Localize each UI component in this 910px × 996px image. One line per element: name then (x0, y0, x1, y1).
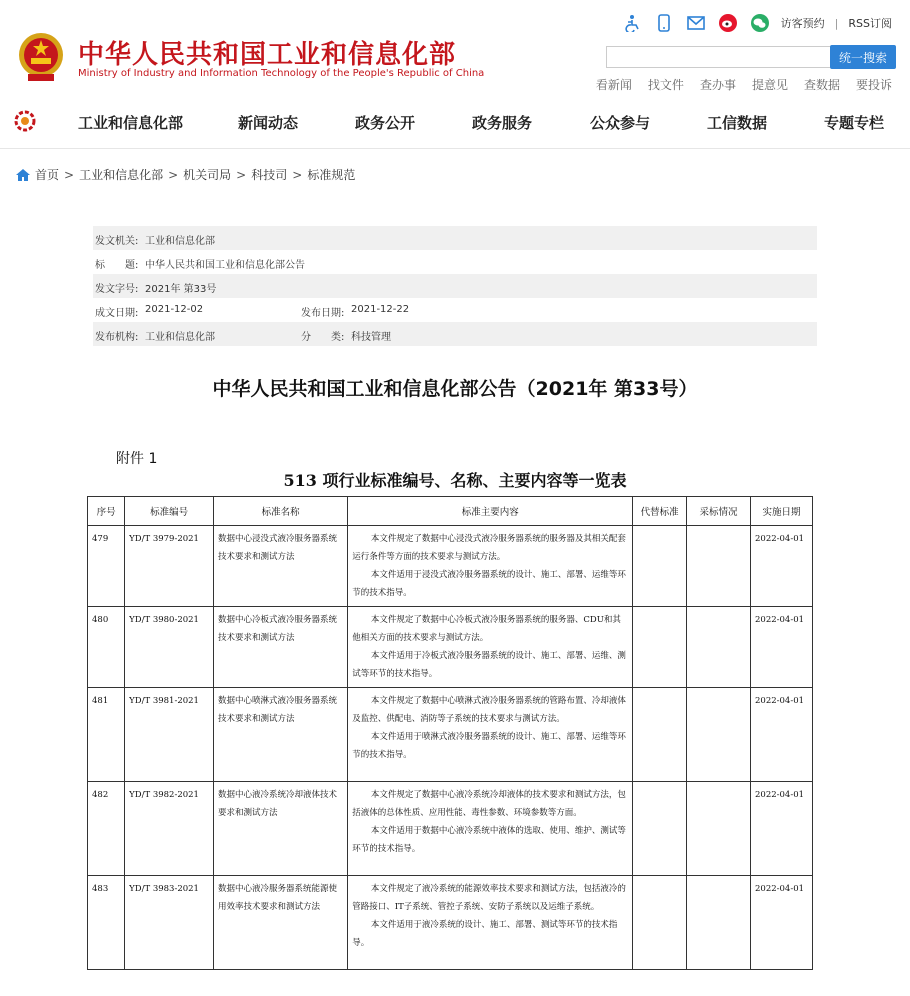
meta-published-label: 发布日期: (301, 308, 345, 319)
site-header (0, 0, 910, 100)
mail-icon[interactable] (685, 12, 707, 34)
breadcrumb-science[interactable]: 科技司 (251, 168, 288, 182)
cell-adopt (686, 876, 750, 970)
breadcrumb-sep: > (292, 167, 303, 182)
quick-link-complaint[interactable]: 要投诉 (855, 78, 892, 92)
search-input[interactable] (606, 46, 830, 68)
breadcrumb-sep: > (236, 167, 247, 182)
cell-no: 482 (88, 782, 125, 876)
table-row (88, 782, 813, 876)
cell-replace (633, 526, 687, 607)
meta-org: 工业和信息化部 (145, 332, 215, 343)
cell-date: 2022-04-01 (751, 688, 813, 782)
table-row (88, 688, 813, 782)
top-link-separator: | (834, 16, 839, 30)
content-para: 本文件规定了液冷系统的能源效率技术要求和测试方法，包括液冷的管路接口、IT子系统、管控子系统、安防子系统以及运维子系统。 (352, 884, 626, 912)
document-title: 中华人民共和国工业和信息化部公告（2021年 第33号） (212, 378, 698, 400)
meta-created: 2021-12-02 (145, 304, 204, 315)
cell-name: 数据中心液冷系统冷却液体技术要求和测试方法 (213, 782, 347, 876)
col-header-no: 序号 (88, 497, 125, 526)
wechat-icon[interactable] (749, 12, 771, 34)
meta-row-org (93, 322, 817, 346)
nav-item-public[interactable]: 公众参与 (590, 114, 651, 132)
cell-code: YD/T 3979-2021 (125, 526, 214, 607)
accessibility-icon[interactable] (621, 12, 643, 34)
cell-name: 数据中心冷板式液冷服务器系统技术要求和测试方法 (213, 607, 347, 688)
content-para: 本文件规定了数据中心液冷系统冷却液体的技术要求和测试方法，包括液体的总体性质、应用性能、毒性参数、环境参数等方面。 (352, 790, 626, 818)
cell-adopt (686, 688, 750, 782)
meta-title-label: 标 题: (95, 260, 139, 271)
top-toolbar (621, 12, 892, 34)
nav-item-data[interactable]: 工信数据 (707, 114, 768, 132)
cell-content (348, 688, 633, 782)
table-row (88, 607, 813, 688)
content-para: 本文件适用于液冷系统的设计、施工、部署、测试等环节的技术指导。 (352, 920, 618, 948)
col-header-adopt: 采标情况 (686, 497, 750, 526)
quick-links (596, 76, 892, 93)
cell-replace (633, 688, 687, 782)
content-para: 本文件适用于喷淋式液冷服务器系统的设计、施工、部署、运维等环节的技术指导。 (352, 732, 626, 760)
table-header-row (88, 497, 813, 526)
cell-no: 480 (88, 607, 125, 688)
visitor-booking-link[interactable]: 访客预约 (780, 17, 825, 30)
mobile-icon[interactable] (653, 12, 675, 34)
cell-replace (633, 876, 687, 970)
col-header-name: 标准名称 (213, 497, 347, 526)
table-title: 513 项行业标准编号、名称、主要内容等一览表 (283, 471, 627, 490)
content-para: 本文件适用于浸没式液冷服务器系统的设计、施工、部署、运维等环节的技术指导。 (352, 570, 626, 598)
nav-item-gov-services[interactable]: 政务服务 (472, 114, 533, 132)
quick-link-feedback[interactable]: 提意见 (751, 78, 788, 92)
quick-link-files[interactable]: 找文件 (647, 78, 684, 92)
nav-divider (0, 148, 910, 149)
meta-issuer: 工业和信息化部 (145, 236, 215, 247)
site-subtitle: Ministry of Industry and Information Technology of the People's Republic of China (78, 68, 485, 79)
table-row (88, 876, 813, 970)
quick-link-news[interactable]: 看新闻 (595, 78, 632, 92)
site-title[interactable]: 中华人民共和国工业和信息化部 (78, 40, 457, 70)
meta-published: 2021-12-22 (351, 304, 410, 315)
content-para: 本文件规定了数据中心喷淋式液冷服务器系统的管路布置、冷却液体及监控、供配电、消防等子系统的技术要求与测试方法。 (352, 696, 626, 724)
cell-adopt (686, 526, 750, 607)
content-para: 本文件规定了数据中心冷板式液冷服务器系统的服务器、CDU和其他相关方面的技术要求与测试方法。 (352, 615, 621, 643)
cell-name: 数据中心液冷服务器系统能源使用效率技术要求和测试方法 (213, 876, 347, 970)
cell-code: YD/T 3982-2021 (125, 782, 214, 876)
content-para: 本文件规定了数据中心浸没式液冷服务器系统的服务器及其相关配套运行条件等方面的技术要求与测试方法。 (352, 534, 626, 562)
nav-item-news[interactable]: 新闻动态 (238, 114, 299, 132)
cell-content (348, 876, 633, 970)
home-icon[interactable] (16, 169, 30, 181)
cell-no: 479 (88, 526, 125, 607)
quick-link-services[interactable]: 查办事 (699, 78, 736, 92)
cell-date: 2022-04-01 (751, 526, 813, 607)
search-button[interactable]: 统一搜索 (830, 45, 896, 69)
cell-no: 483 (88, 876, 125, 970)
meta-org-label: 发布机构: (95, 332, 139, 343)
breadcrumb (16, 166, 355, 183)
cell-date: 2022-04-01 (751, 876, 813, 970)
meta-doc-no: 2021年 第33号 (145, 284, 217, 295)
cell-code: YD/T 3981-2021 (125, 688, 214, 782)
meta-row-title (93, 250, 817, 274)
cell-no: 481 (88, 688, 125, 782)
breadcrumb-standards[interactable]: 标准规范 (307, 168, 356, 182)
breadcrumb-miit[interactable]: 工业和信息化部 (79, 168, 164, 182)
cell-name: 数据中心喷淋式液冷服务器系统技术要求和测试方法 (213, 688, 347, 782)
meta-category: 科技管理 (351, 332, 391, 343)
nav-item-special[interactable]: 专题专栏 (824, 114, 885, 132)
cell-content (348, 526, 633, 607)
cell-adopt (686, 607, 750, 688)
meta-row-dates (93, 298, 817, 322)
meta-doc-no-label: 发文字号: (95, 284, 139, 295)
cell-replace (633, 607, 687, 688)
col-header-content: 标准主要内容 (348, 497, 633, 526)
attachment-label: 附件 1 (116, 451, 158, 467)
main-nav (0, 104, 910, 144)
meta-issuer-label: 发文机关: (95, 236, 139, 247)
nav-item-gov-info[interactable]: 政务公开 (355, 114, 416, 132)
content-para: 本文件适用于冷板式液冷服务器系统的设计、施工、部署、运维、测试等环节的技术指导。 (352, 651, 626, 679)
nav-item-miit[interactable]: 工业和信息化部 (78, 114, 184, 132)
breadcrumb-departments[interactable]: 机关司局 (183, 168, 232, 182)
meta-row-issuer (93, 226, 817, 250)
meta-title: 中华人民共和国工业和信息化部公告 (145, 260, 305, 271)
cell-code: YD/T 3980-2021 (125, 607, 214, 688)
meta-row-doc-no (93, 274, 817, 298)
breadcrumb-sep: > (168, 167, 179, 182)
cell-date: 2022-04-01 (751, 782, 813, 876)
meta-created-label: 成文日期: (95, 308, 139, 319)
cell-code: YD/T 3983-2021 (125, 876, 214, 970)
meta-category-label: 分 类: (301, 332, 345, 343)
col-header-date: 实施日期 (751, 497, 813, 526)
cell-replace (633, 782, 687, 876)
rss-link[interactable]: RSS订阅 (848, 17, 892, 30)
col-header-replace: 代替标准 (633, 497, 687, 526)
breadcrumb-home[interactable]: 首页 (35, 168, 60, 182)
cell-name: 数据中心浸没式液冷服务器系统技术要求和测试方法 (213, 526, 347, 607)
cell-content (348, 782, 633, 876)
cell-content (348, 607, 633, 688)
national-emblem-icon[interactable] (16, 30, 66, 84)
standards-table (87, 496, 813, 970)
content-para: 本文件适用于数据中心液冷系统中液体的选取、使用、维护、测试等环节的技术指导。 (352, 826, 626, 854)
quick-link-data[interactable]: 查数据 (803, 78, 840, 92)
col-header-code: 标准编号 (125, 497, 214, 526)
breadcrumb-sep: > (64, 167, 75, 182)
document-meta (93, 226, 817, 346)
table-row (88, 526, 813, 607)
nav-logo-icon[interactable] (14, 110, 36, 132)
cell-date: 2022-04-01 (751, 607, 813, 688)
cell-adopt (686, 782, 750, 876)
weibo-icon[interactable] (717, 12, 739, 34)
